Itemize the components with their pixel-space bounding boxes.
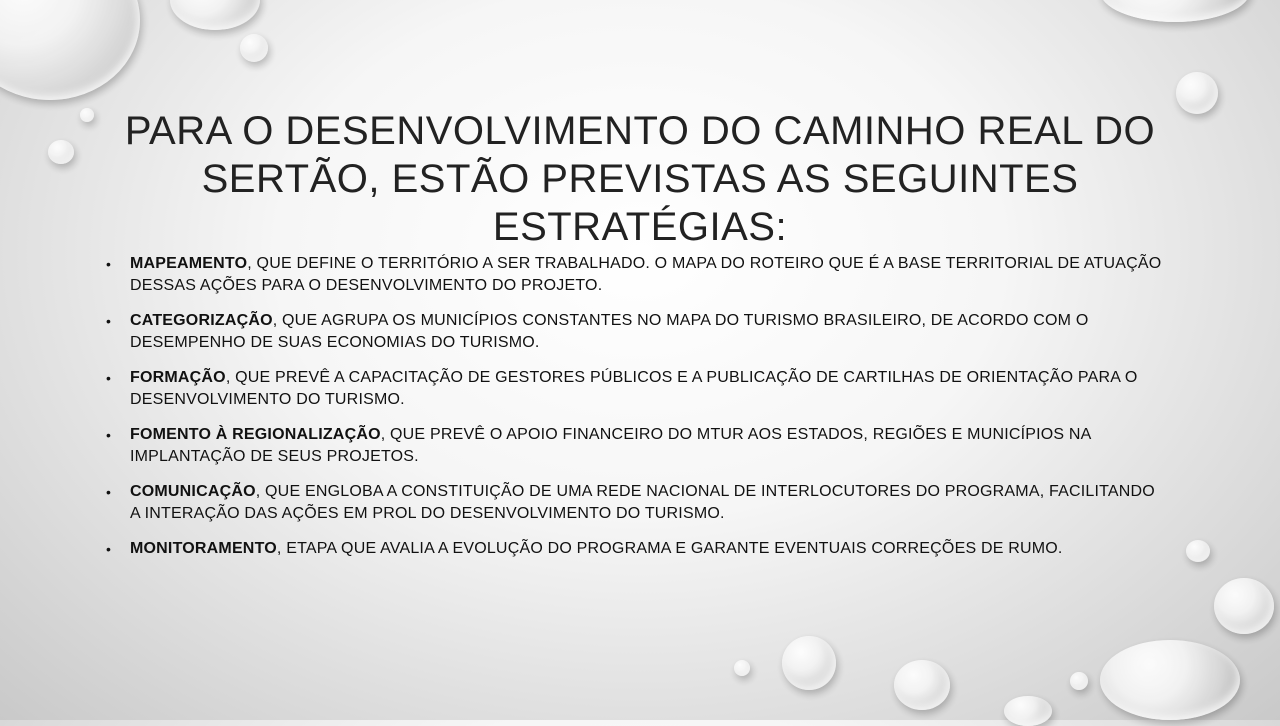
bullet-item-comunicacao — [104, 481, 1164, 525]
bullet-text: , QUE ENGLOBA A CONSTITUIÇÃO DE UMA REDE NACIONAL DE INTERLOCUTORES DO PROGRAMA, FACILITANDO A INTERAÇÃO DAS AÇÕES EM PROL DO DESENVOLVIMENTO DO TURISMO. — [130, 483, 1155, 522]
bullet-term: COMUNICAÇÃO — [130, 483, 256, 500]
water-drop-decoration — [1176, 72, 1218, 114]
slide-title — [120, 107, 1160, 251]
water-drop-decoration — [1214, 578, 1274, 634]
bullet-item-formacao — [104, 367, 1164, 411]
water-drop-decoration — [0, 0, 140, 100]
bullet-item-categorizacao — [104, 310, 1164, 354]
bullet-term: MAPEAMENTO — [130, 255, 248, 272]
title-line: PARA O DESENVOLVIMENTO DO CAMINHO REAL DO — [124, 108, 1156, 153]
water-drop-decoration — [80, 108, 94, 122]
water-drop-decoration — [1100, 0, 1250, 22]
water-drop-decoration — [782, 636, 836, 690]
water-drop-decoration — [240, 34, 268, 62]
bullet-item-mapeamento — [104, 253, 1164, 297]
bullet-item-monitoramento — [104, 538, 1164, 560]
bullet-text: , QUE AGRUPA OS MUNICÍPIOS CONSTANTES NO MAPA DO TURISMO BRASILEIRO, DE ACORDO COM O DESEMPENHO DE SUAS ECONOMIAS DO TURISMO. — [130, 312, 1089, 351]
bullet-text: , ETAPA QUE AVALIA A EVOLUÇÃO DO PROGRAMA E GARANTE EVENTUAIS CORREÇÕES DE RUMO. — [276, 540, 1063, 557]
bullet-text: , QUE DEFINE O TERRITÓRIO A SER TRABALHADO. O MAPA DO ROTEIRO QUE É A BASE TERRITORIAL DE ATUAÇÃO DESSAS AÇÕES PARA O DESENVOLVIMENTO DO PROJETO. — [130, 255, 1162, 294]
title-line: SERTÃO, ESTÃO PREVISTAS AS SEGUINTES ESTRATÉGIAS: — [201, 156, 1079, 249]
bullet-icon: • — [106, 484, 112, 500]
bullet-icon: • — [106, 256, 112, 272]
water-drop-decoration — [170, 0, 260, 30]
water-drop-decoration — [1100, 640, 1240, 720]
bullet-icon: • — [106, 370, 112, 386]
water-drop-decoration — [894, 660, 950, 710]
water-drop-decoration — [1070, 672, 1088, 690]
bullet-term: FOMENTO À REGIONALIZAÇÃO — [130, 426, 381, 443]
bullet-item-fomento — [104, 424, 1164, 468]
bullet-icon: • — [106, 313, 112, 329]
bullet-icon: • — [106, 427, 112, 443]
bullet-term: CATEGORIZAÇÃO — [130, 312, 273, 329]
bullet-term: FORMAÇÃO — [130, 369, 226, 386]
water-drop-decoration — [1186, 540, 1210, 562]
bullet-icon: • — [106, 541, 112, 557]
water-drop-decoration — [1004, 696, 1052, 726]
bullet-list — [104, 253, 1164, 573]
water-drop-decoration — [734, 660, 750, 676]
bullet-text: , QUE PREVÊ O APOIO FINANCEIRO DO MTUR AOS ESTADOS, REGIÕES E MUNICÍPIOS NA IMPLANTAÇÃO DE SEUS PROJETOS. — [130, 426, 1091, 465]
water-drop-decoration — [48, 140, 74, 164]
bullet-text: , QUE PREVÊ A CAPACITAÇÃO DE GESTORES PÚBLICOS E A PUBLICAÇÃO DE CARTILHAS DE ORIENTAÇÃO PARA O DESENVOLVIMENTO DO TURISMO. — [130, 369, 1138, 408]
bullet-term: MONITORAMENTO — [130, 540, 277, 557]
